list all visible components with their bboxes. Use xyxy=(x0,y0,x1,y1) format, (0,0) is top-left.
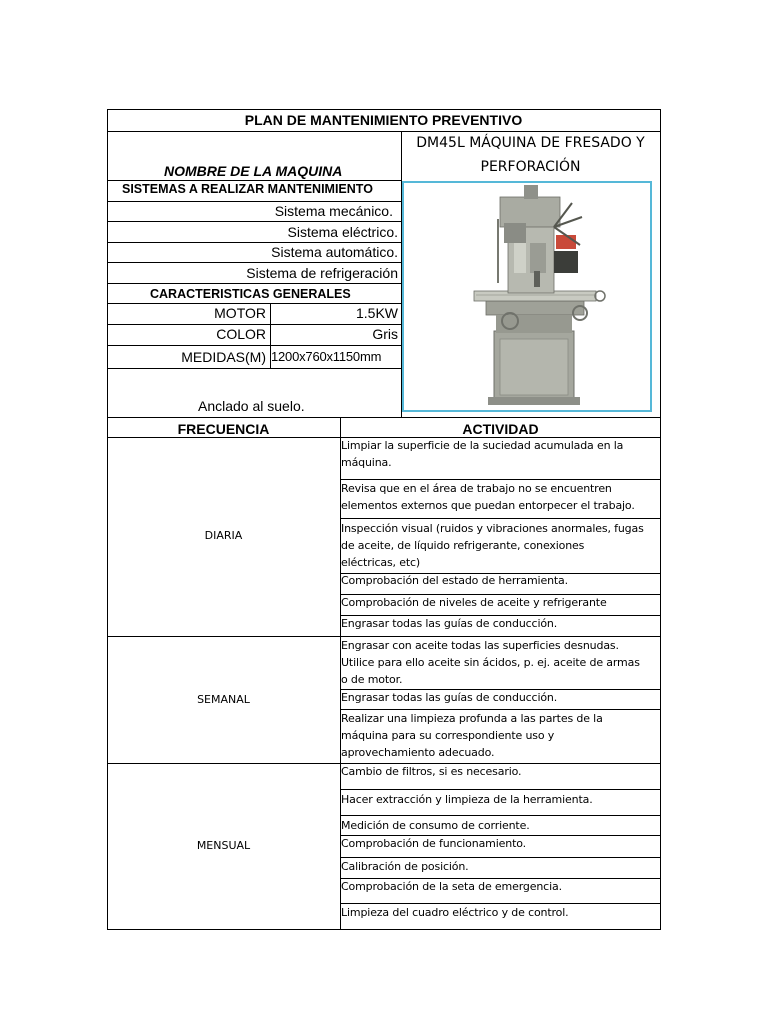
grid-line xyxy=(270,303,271,368)
system-item: Sistema mecánico. xyxy=(274,203,393,219)
activity-item xyxy=(341,615,557,632)
activity-item xyxy=(341,594,607,611)
activity-text-line: Engrasar con aceite todas las superficies desnudas. xyxy=(341,639,619,652)
grid-line xyxy=(340,689,661,690)
grid-line xyxy=(107,417,661,418)
grid-line xyxy=(107,242,402,243)
grid-line xyxy=(660,109,661,930)
activity-text-line: Comprobación de funcionamiento. xyxy=(341,837,526,850)
frequency-daily: DIARIA xyxy=(204,529,243,542)
color-value: Gris xyxy=(372,326,398,342)
milling-machine-illustration xyxy=(404,183,650,410)
grid-line xyxy=(107,221,402,222)
system-item: Sistema eléctrico. xyxy=(287,224,398,240)
grid-line xyxy=(107,636,661,637)
activity-text-line: elementos externos que puedan entorpecer el trabajo. xyxy=(341,499,635,512)
activity-text-line: o de motor. xyxy=(341,673,403,686)
activity-item xyxy=(341,858,469,875)
grid-line xyxy=(340,857,661,858)
grid-line xyxy=(401,131,402,417)
anchoring-note: Anclado al suelo. xyxy=(198,398,305,414)
machine-name-line-2: PERFORACIÓN xyxy=(480,159,581,175)
motor-label: MOTOR xyxy=(214,305,266,321)
grid-line xyxy=(340,709,661,710)
grid-line xyxy=(340,417,341,930)
activity-text-line: Revisa que en el área de trabajo no se encuentren xyxy=(341,482,612,495)
activity-text-line: de aceite, de líquido refrigerante, conexiones xyxy=(341,539,585,552)
color-label: COLOR xyxy=(216,326,266,342)
activity-header: ACTIVIDAD xyxy=(462,421,539,437)
activity-text-line: Engrasar todas las guías de conducción. xyxy=(341,691,558,704)
grid-line xyxy=(340,479,661,480)
grid-line xyxy=(107,109,108,930)
activity-text-line: Calibración de posición. xyxy=(341,860,469,873)
grid-line xyxy=(340,573,661,574)
activity-text-line: Limpiar la superficie de la suciedad acumulada en la xyxy=(341,439,624,452)
grid-line xyxy=(107,763,661,764)
grid-line xyxy=(107,180,402,181)
activity-text-line: máquina para su correspondiente uso y xyxy=(341,729,555,742)
grid-line xyxy=(107,324,402,325)
machine-name-label: NOMBRE DE LA MAQUINA xyxy=(164,163,343,179)
grid-line xyxy=(107,283,402,284)
activity-text-line: Realizar una limpieza profunda a las partes de la xyxy=(341,712,603,725)
grid-line xyxy=(107,345,402,346)
activity-text-line: Inspección visual (ruidos y vibraciones anormales, fugas xyxy=(341,522,644,535)
frequency-weekly: SEMANAL xyxy=(197,693,250,706)
motor-value: 1.5KW xyxy=(355,305,398,321)
activity-text-line: Comprobación de la seta de emergencia. xyxy=(341,880,562,893)
grid-line xyxy=(340,594,661,595)
grid-line xyxy=(340,815,661,816)
activity-text-line: Utilice para ello aceite sin ácidos, p. ej. aceite de armas xyxy=(341,656,640,669)
measures-label: MEDIDAS(M) xyxy=(181,349,266,365)
activity-item xyxy=(341,520,644,571)
grid-line xyxy=(340,835,661,836)
grid-line xyxy=(340,903,661,904)
activity-text-line: Engrasar todas las guías de conducción. xyxy=(341,617,558,630)
activity-item xyxy=(341,904,569,921)
machine-name-value xyxy=(401,131,660,179)
grid-line xyxy=(107,303,402,304)
activity-item xyxy=(341,817,530,834)
activity-item xyxy=(341,835,526,852)
activity-item xyxy=(341,878,562,895)
grid-line xyxy=(340,615,661,616)
grid-line xyxy=(107,929,661,930)
grid-line xyxy=(107,109,661,110)
activity-text-line: Comprobación de niveles de aceite y refrigerante xyxy=(341,596,607,609)
activity-item xyxy=(341,689,557,706)
grid-line xyxy=(107,262,402,263)
activity-item xyxy=(341,480,635,514)
grid-line xyxy=(340,518,661,519)
activity-text-line: máquina. xyxy=(341,456,392,469)
grid-line xyxy=(107,368,402,369)
activity-text-line: eléctricas, etc) xyxy=(341,556,421,569)
activity-item xyxy=(341,572,568,589)
grid-line xyxy=(340,789,661,790)
systems-header: SISTEMAS A REALIZAR MANTENIMIENTO xyxy=(122,182,373,196)
characteristics-header: CARACTERISTICAS GENERALES xyxy=(150,287,351,301)
system-item: Sistema de refrigeración xyxy=(246,265,398,281)
activity-text-line: Medición de consumo de corriente. xyxy=(341,819,530,832)
activity-text-line: Cambio de filtros, si es necesario. xyxy=(341,765,522,778)
activity-text-line: Comprobación del estado de herramienta. xyxy=(341,574,568,587)
activity-item xyxy=(341,763,521,780)
activity-item xyxy=(341,437,623,471)
activity-item xyxy=(341,637,640,688)
activity-item xyxy=(341,710,603,761)
grid-line xyxy=(340,878,661,879)
activity-item xyxy=(341,791,593,808)
grid-line xyxy=(107,131,661,132)
document-title: PLAN DE MANTENIMIENTO PREVENTIVO xyxy=(244,112,523,128)
machine-image xyxy=(402,181,652,412)
system-item: Sistema automático. xyxy=(271,244,398,260)
grid-line xyxy=(107,437,661,438)
activity-text-line: Limpieza del cuadro eléctrico y de control. xyxy=(341,906,569,919)
frequency-monthly: MENSUAL xyxy=(196,839,251,852)
machine-name-line-1: DM45L MÁQUINA DE FRESADO Y xyxy=(416,135,645,151)
measures-value: 1200x760x1150mm xyxy=(271,349,382,364)
frequency-header: FRECUENCIA xyxy=(177,421,270,437)
activity-text-line: aprovechamiento adecuado. xyxy=(341,746,495,759)
grid-line xyxy=(107,201,402,202)
activity-text-line: Hacer extracción y limpieza de la herramienta. xyxy=(341,793,593,806)
